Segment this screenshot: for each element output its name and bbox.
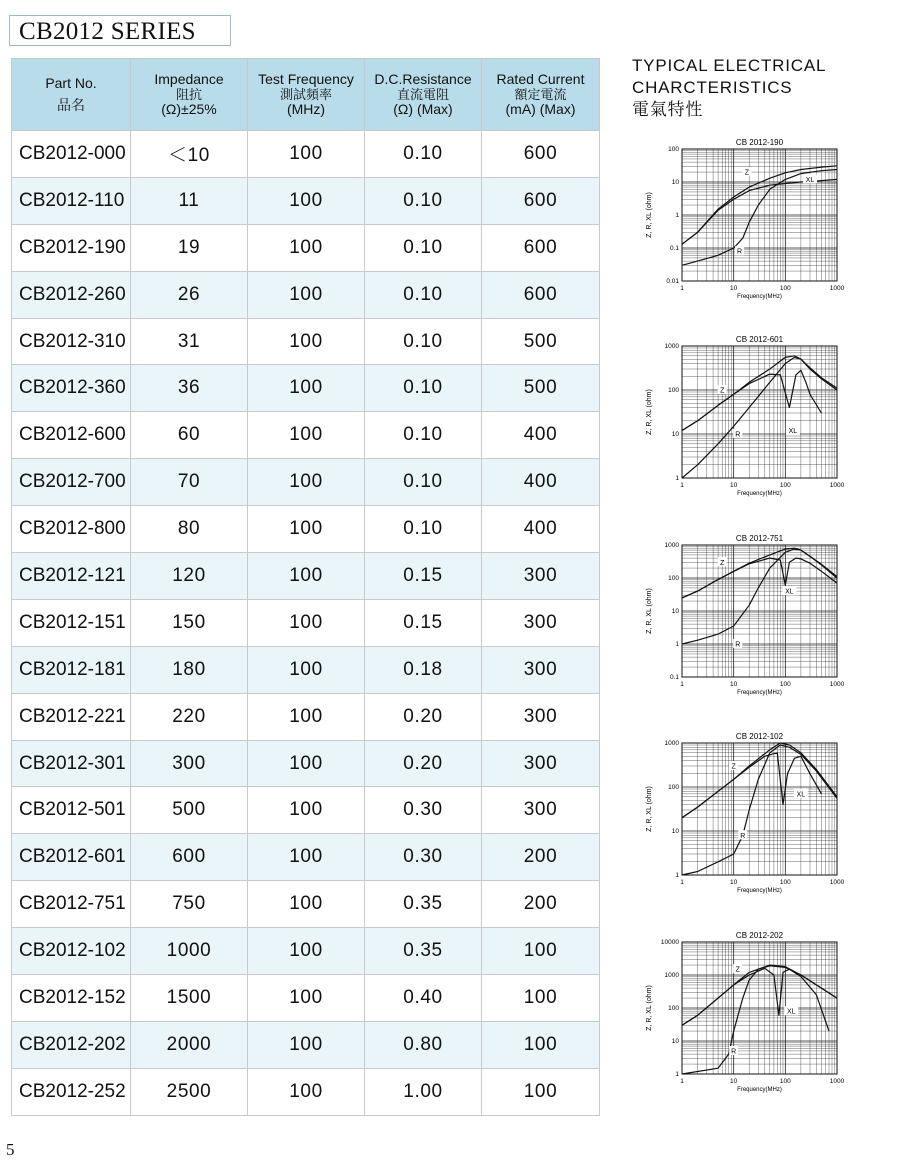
part-no-cell: CB2012-260 (12, 271, 131, 318)
part-no-cell: CB2012-800 (12, 506, 131, 553)
table-row (12, 553, 600, 600)
y-axis-label: Z, R, XL (ohm) (646, 192, 653, 238)
x-tick-label: 1 (680, 681, 684, 688)
y-axis-label: Z, R, XL (ohm) (646, 389, 653, 435)
y-tick-label: 1 (675, 1071, 679, 1078)
y-tick-label: 10 (671, 431, 679, 438)
x-tick-label: 1000 (829, 879, 845, 886)
dc-resistance-cell: 0.15 (365, 553, 482, 600)
table-row (12, 693, 600, 740)
impedance-cell: 750 (131, 881, 248, 928)
table-row (12, 459, 600, 506)
chart-grid (682, 942, 837, 1074)
test-frequency-cell: 100 (248, 553, 365, 600)
test-frequency-cell: 100 (248, 1068, 365, 1115)
table-row (12, 412, 600, 459)
dc-resistance-cell: 0.10 (365, 412, 482, 459)
table-row (12, 975, 600, 1022)
table-row (12, 318, 600, 365)
impedance-cell: 150 (131, 599, 248, 646)
impedance-cell: 11 (131, 177, 248, 224)
test-frequency-cell: 100 (248, 271, 365, 318)
x-tick-label: 1 (680, 482, 684, 489)
impedance-cell: 36 (131, 365, 248, 412)
part-no-cell: CB2012-301 (12, 740, 131, 787)
y-axis-label: Z, R, XL (ohm) (646, 985, 653, 1031)
rated-current-cell: 100 (482, 1068, 600, 1115)
header-line: (mA) (Max) (505, 101, 576, 117)
dc-resistance-cell: 0.20 (365, 693, 482, 740)
page-number: 5 (6, 1140, 15, 1159)
part-no-cell: CB2012-600 (12, 412, 131, 459)
series-xl-line (682, 753, 821, 818)
header-test-frequency (248, 59, 365, 131)
chart-svg (632, 729, 845, 917)
rated-current-cell: 400 (482, 506, 600, 553)
series-z-line (682, 548, 837, 598)
x-tick-label: 1 (680, 285, 684, 292)
part-no-cell: CB2012-000 (12, 131, 131, 178)
plot-frame (682, 743, 837, 875)
header-line: Test Frequency (258, 71, 354, 87)
x-tick-label: 1 (680, 1078, 684, 1085)
part-no-cell: CB2012-202 (12, 1021, 131, 1068)
side-heading-line: 電氣特性 (632, 100, 704, 119)
x-tick-label: 1000 (829, 482, 845, 489)
dc-resistance-cell: 0.10 (365, 506, 482, 553)
y-tick-label: 1000 (664, 343, 679, 350)
header-line: D.C.Resistance (374, 71, 472, 87)
chart-cb2012-751 (632, 531, 845, 719)
test-frequency-cell: 100 (248, 599, 365, 646)
impedance-cell: ＜10 (131, 131, 248, 178)
test-frequency-cell: 100 (248, 787, 365, 834)
test-frequency-cell: 100 (248, 412, 365, 459)
part-no-cell: CB2012-700 (12, 459, 131, 506)
y-tick-label: 0.1 (669, 674, 679, 681)
x-axis-label: Frequency(MHz) (737, 491, 782, 497)
header-line: Part No. (45, 75, 97, 91)
chart-cb2012-601 (632, 332, 845, 520)
y-tick-label: 100 (668, 784, 679, 791)
series-xl-line (682, 968, 829, 1031)
curve-label: R (740, 832, 746, 840)
side-heading-line: CHARCTERISTICS (632, 78, 793, 97)
rated-current-cell: 300 (482, 693, 600, 740)
rated-current-cell: 100 (482, 1021, 600, 1068)
test-frequency-cell: 100 (248, 459, 365, 506)
table-row (12, 599, 600, 646)
x-tick-label: 10 (730, 482, 738, 489)
table-row (12, 1021, 600, 1068)
dc-resistance-cell: 0.10 (365, 131, 482, 178)
chart-svg (632, 531, 845, 719)
part-no-cell: CB2012-152 (12, 975, 131, 1022)
x-axis-label: Frequency(MHz) (737, 690, 782, 696)
spec-table (11, 58, 600, 1116)
curve-label: XL (796, 791, 806, 799)
test-frequency-cell: 100 (248, 740, 365, 787)
header-line: (MHz) (286, 101, 326, 117)
header-impedance (131, 59, 248, 131)
dc-resistance-cell: 0.10 (365, 459, 482, 506)
dc-resistance-cell: 0.35 (365, 928, 482, 975)
rated-current-cell: 600 (482, 177, 600, 224)
y-tick-label: 1 (675, 872, 679, 879)
chart-grid (682, 545, 837, 677)
curve-label: XL (785, 588, 794, 596)
chart-title: CB 2012-102 (735, 732, 784, 741)
part-no-cell: CB2012-310 (12, 318, 131, 365)
curve-label: XL (788, 428, 798, 436)
header-line: Impedance (154, 71, 224, 87)
impedance-cell: 1500 (131, 975, 248, 1022)
y-tick-label: 0.01 (666, 278, 679, 285)
dc-resistance-cell: 0.10 (365, 271, 482, 318)
test-frequency-cell: 100 (248, 1021, 365, 1068)
rated-current-cell: 500 (482, 318, 600, 365)
y-tick-label: 100 (668, 1005, 679, 1012)
series-z-line (682, 356, 837, 431)
part-no-cell: CB2012-121 (12, 553, 131, 600)
y-tick-label: 0.1 (669, 245, 679, 252)
impedance-cell: 120 (131, 553, 248, 600)
dc-resistance-cell: 0.80 (365, 1021, 482, 1068)
test-frequency-cell: 100 (248, 881, 365, 928)
x-tick-label: 10 (730, 879, 738, 886)
test-frequency-cell: 100 (248, 646, 365, 693)
dc-resistance-cell: 0.35 (365, 881, 482, 928)
curve-label: Z (735, 966, 740, 974)
curve-label: R (735, 431, 741, 439)
x-tick-label: 100 (779, 482, 791, 489)
dc-resistance-cell: 0.40 (365, 975, 482, 1022)
header-line: 額定電流 (514, 87, 567, 102)
impedance-cell: 19 (131, 224, 248, 271)
y-tick-label: 100 (668, 575, 679, 582)
part-no-cell: CB2012-110 (12, 177, 131, 224)
table-row (12, 131, 600, 178)
chart-cb2012-190 (632, 135, 845, 323)
dc-resistance-cell: 0.10 (365, 224, 482, 271)
x-axis-label: Frequency(MHz) (737, 888, 782, 894)
table-row (12, 506, 600, 553)
x-tick-label: 1 (680, 879, 684, 886)
test-frequency-cell: 100 (248, 131, 365, 178)
rated-current-cell: 300 (482, 787, 600, 834)
test-frequency-cell: 100 (248, 834, 365, 881)
y-tick-label: 1000 (664, 972, 679, 979)
series-xl-line (682, 370, 821, 430)
chart-svg (632, 928, 845, 1116)
test-frequency-cell: 100 (248, 177, 365, 224)
table-row (12, 740, 600, 787)
y-tick-label: 1 (675, 641, 679, 648)
y-tick-label: 1000 (664, 542, 679, 549)
y-tick-label: 10 (671, 1038, 679, 1045)
y-tick-label: 10 (671, 179, 679, 186)
y-tick-label: 1 (675, 475, 679, 482)
part-no-cell: CB2012-151 (12, 599, 131, 646)
part-no-cell: CB2012-360 (12, 365, 131, 412)
dc-resistance-cell: 0.20 (365, 740, 482, 787)
part-no-cell: CB2012-252 (12, 1068, 131, 1115)
test-frequency-cell: 100 (248, 318, 365, 365)
chart-title: CB 2012-202 (735, 931, 784, 940)
table-row (12, 787, 600, 834)
curve-label: R (731, 1048, 737, 1056)
impedance-cell: 1000 (131, 928, 248, 975)
curve-label: Z (731, 763, 736, 771)
x-tick-label: 1000 (829, 285, 845, 292)
y-tick-label: 1000 (664, 740, 679, 747)
header-line: Rated Current (496, 71, 585, 87)
side-heading (632, 55, 826, 121)
test-frequency-cell: 100 (248, 506, 365, 553)
side-heading-line: TYPICAL ELECTRICAL (632, 56, 827, 75)
x-axis-label: Frequency(MHz) (737, 294, 782, 300)
curve-label: XL (786, 1008, 796, 1016)
test-frequency-cell: 100 (248, 224, 365, 271)
chart-svg (632, 332, 845, 520)
x-tick-label: 100 (779, 1078, 791, 1085)
test-frequency-cell: 100 (248, 693, 365, 740)
dc-resistance-cell: 0.30 (365, 787, 482, 834)
header-part-no (12, 59, 131, 131)
curve-label: R (737, 248, 743, 256)
dc-resistance-cell: 0.15 (365, 599, 482, 646)
rated-current-cell: 400 (482, 459, 600, 506)
test-frequency-cell: 100 (248, 365, 365, 412)
y-axis-label: Z, R, XL (ohm) (646, 588, 653, 634)
series-r-line (682, 549, 837, 644)
impedance-cell: 180 (131, 646, 248, 693)
test-frequency-cell: 100 (248, 928, 365, 975)
part-no-cell: CB2012-601 (12, 834, 131, 881)
impedance-cell: 2500 (131, 1068, 248, 1115)
header-line: 品名 (57, 97, 85, 113)
table-row (12, 881, 600, 928)
rated-current-cell: 300 (482, 740, 600, 787)
impedance-cell: 500 (131, 787, 248, 834)
impedance-cell: 2000 (131, 1021, 248, 1068)
table-row (12, 365, 600, 412)
x-tick-label: 1000 (829, 681, 845, 688)
x-tick-label: 10 (730, 681, 738, 688)
impedance-cell: 70 (131, 459, 248, 506)
test-frequency-cell: 100 (248, 975, 365, 1022)
spec-table-body (12, 131, 600, 1116)
chart-grid (682, 346, 837, 478)
y-tick-label: 100 (668, 146, 679, 153)
header-line: 阻抗 (175, 87, 202, 102)
header-line: (Ω)±25% (161, 101, 217, 117)
impedance-cell: 26 (131, 271, 248, 318)
dc-resistance-cell: 0.10 (365, 365, 482, 412)
x-tick-label: 1000 (829, 1078, 845, 1085)
chart-grid (682, 149, 837, 281)
chart-title: CB 2012-190 (735, 138, 784, 147)
chart-cb2012-202 (632, 928, 845, 1116)
impedance-cell: 220 (131, 693, 248, 740)
part-no-cell: CB2012-190 (12, 224, 131, 271)
series-title: CB2012 SERIES (9, 15, 231, 46)
series-r-line (682, 966, 837, 1074)
rated-current-cell: 200 (482, 881, 600, 928)
y-axis-label: Z, R, XL (ohm) (646, 786, 653, 832)
table-row (12, 1068, 600, 1115)
rated-current-cell: 500 (482, 365, 600, 412)
dc-resistance-cell: 0.30 (365, 834, 482, 881)
header-line: (Ω) (Max) (393, 101, 453, 117)
rated-current-cell: 600 (482, 131, 600, 178)
part-no-cell: CB2012-221 (12, 693, 131, 740)
y-tick-label: 10 (671, 828, 679, 835)
part-no-cell: CB2012-102 (12, 928, 131, 975)
header-rated-current (482, 59, 600, 131)
table-row (12, 646, 600, 693)
rated-current-cell: 100 (482, 928, 600, 975)
x-tick-label: 10 (730, 1078, 738, 1085)
header-line: 測試頻率 (279, 87, 332, 102)
table-row (12, 271, 600, 318)
rated-current-cell: 200 (482, 834, 600, 881)
x-axis-label: Frequency(MHz) (737, 1087, 782, 1093)
header-dc-resistance (365, 59, 482, 131)
table-row (12, 224, 600, 271)
chart-title: CB 2012-601 (735, 335, 784, 344)
y-tick-label: 100 (668, 387, 679, 394)
y-tick-label: 10000 (660, 939, 679, 946)
curve-label: Z (720, 387, 725, 395)
curve-label: XL (805, 176, 815, 184)
rated-current-cell: 300 (482, 599, 600, 646)
x-tick-label: 100 (779, 285, 791, 292)
dc-resistance-cell: 0.10 (365, 318, 482, 365)
curve-label: Z (744, 169, 749, 177)
x-tick-label: 100 (779, 681, 791, 688)
rated-current-cell: 100 (482, 975, 600, 1022)
rated-current-cell: 400 (482, 412, 600, 459)
impedance-cell: 31 (131, 318, 248, 365)
dc-resistance-cell: 0.10 (365, 177, 482, 224)
part-no-cell: CB2012-181 (12, 646, 131, 693)
chart-title: CB 2012-751 (735, 534, 784, 543)
table-row (12, 928, 600, 975)
table-header-row (12, 59, 600, 131)
rated-current-cell: 300 (482, 646, 600, 693)
plot-frame (682, 346, 837, 478)
x-tick-label: 100 (779, 879, 791, 886)
part-no-cell: CB2012-751 (12, 881, 131, 928)
header-line: 直流電阻 (396, 87, 449, 102)
rated-current-cell: 600 (482, 271, 600, 318)
impedance-cell: 80 (131, 506, 248, 553)
dc-resistance-cell: 1.00 (365, 1068, 482, 1115)
series-z-line (682, 965, 837, 1025)
impedance-cell: 60 (131, 412, 248, 459)
dc-resistance-cell: 0.18 (365, 646, 482, 693)
y-tick-label: 1 (675, 212, 679, 219)
table-row (12, 834, 600, 881)
chart-grid (682, 743, 837, 875)
y-tick-label: 10 (671, 608, 679, 615)
chart-cb2012-102 (632, 729, 845, 917)
curve-label: R (735, 641, 741, 649)
impedance-cell: 600 (131, 834, 248, 881)
chart-svg (632, 135, 845, 323)
series-xl-line (682, 176, 837, 244)
curve-label: Z (720, 559, 725, 567)
rated-current-cell: 300 (482, 553, 600, 600)
rated-current-cell: 600 (482, 224, 600, 271)
table-row (12, 177, 600, 224)
part-no-cell: CB2012-501 (12, 787, 131, 834)
impedance-cell: 300 (131, 740, 248, 787)
x-tick-label: 10 (730, 285, 738, 292)
